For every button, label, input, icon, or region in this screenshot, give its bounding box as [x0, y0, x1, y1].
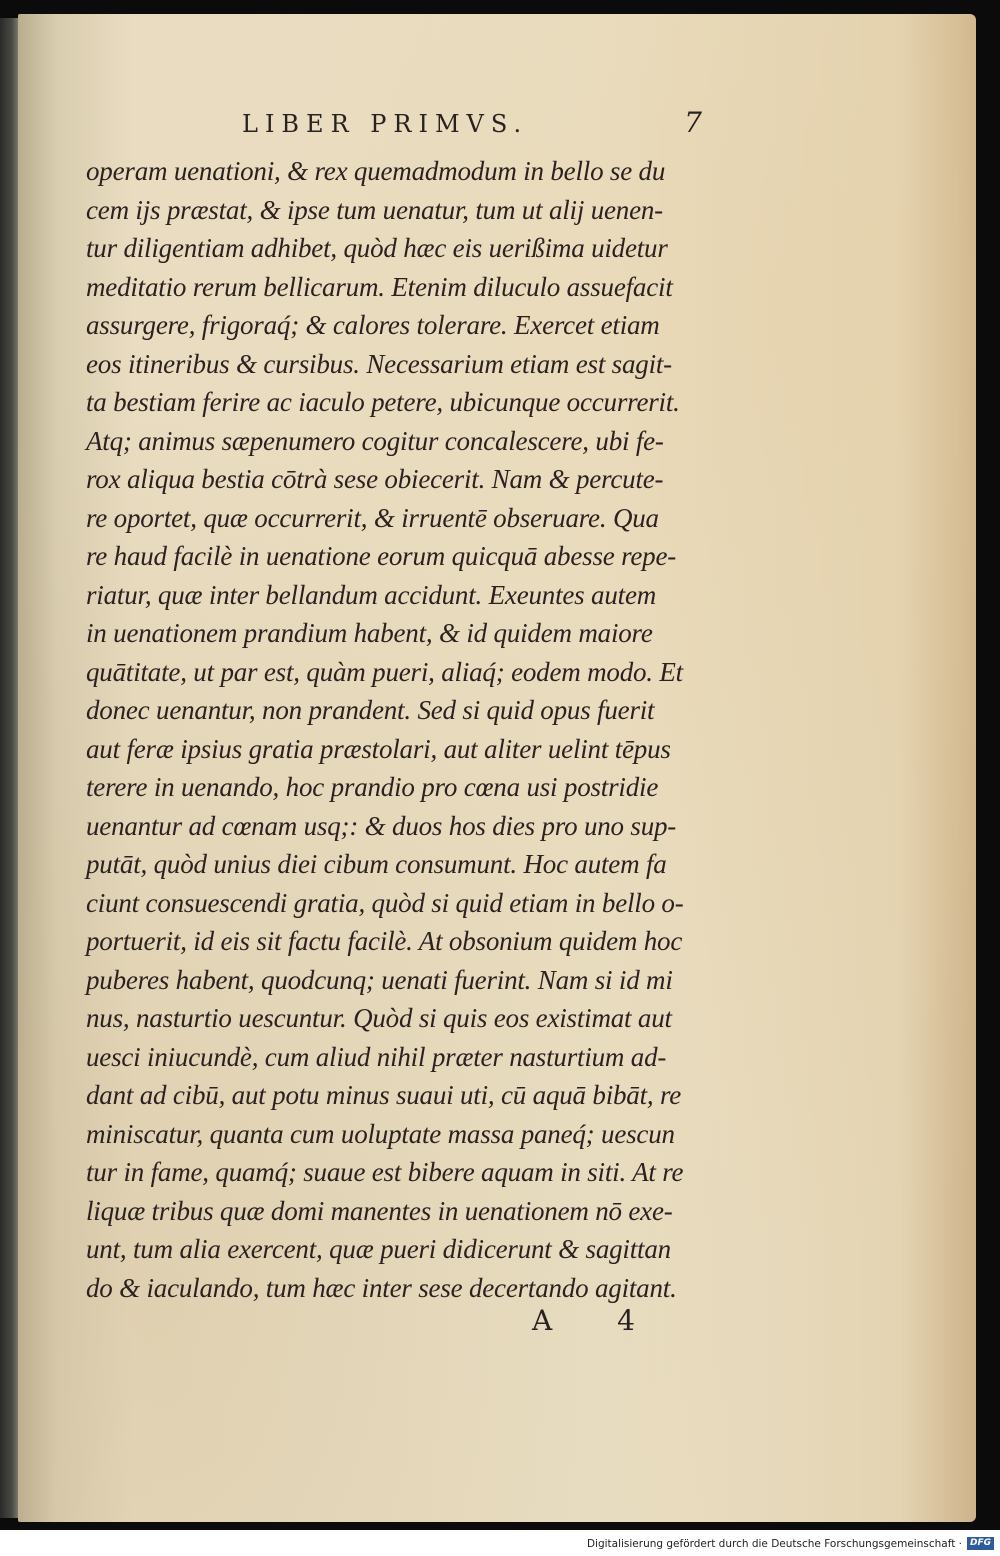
text-line: re haud facilè in uenatione eorum quicquā abesse repe- [86, 541, 677, 571]
text-line: ta bestiam ferire ac iaculo petere, ubicunque occurrerit. [86, 387, 680, 417]
text-line: cem ijs præstat, & ipse tum uenatur, tum ut alij uenen- [86, 194, 663, 225]
funding-credit: Digitalisierung gefördert durch die Deutsche Forschungsgemeinschaft · [586, 1538, 962, 1550]
signature-mark: A 4 [532, 1304, 663, 1337]
text-line: re oportet, quæ occurrerit, & irruentē obseruare. Qua [86, 502, 659, 533]
page-header [242, 102, 702, 142]
text-line: Atq; animus sæpenumero cogitur concalescere, ubi fe- [86, 425, 664, 456]
text-line: quātitate, ut par est, quàm pueri, aliaq́; eodem modo. Et [86, 656, 683, 687]
body-text [86, 152, 726, 1307]
text-line: in uenationem prandium habent, & id quidem maiore [86, 618, 653, 648]
text-line: tur diligentiam adhibet, quòd hæc eis uerißima uidetur [86, 233, 668, 263]
dfg-logo: DFG [967, 1537, 994, 1550]
text-line: puberes habent, quodcunq; uenati fuerint. Nam si id mi [86, 964, 673, 995]
text-line: ciunt consuescendi gratia, quòd si quid etiam in bello o- [86, 887, 684, 918]
text-line: do & iaculando, tum hæc inter sese decertando agitant. [86, 1272, 677, 1303]
text-line: putāt, quòd unius diei cibum consumunt. Hoc autem fa [86, 849, 667, 879]
text-line: terere in uenando, hoc prandio pro cœna usi postridie [86, 772, 659, 802]
text-line: uesci iniucundè, cum aliud nihil præter nasturtium ad- [86, 1041, 667, 1072]
text-line: uenantur ad cœnam usq;: & duos hos dies pro uno sup- [86, 810, 677, 841]
footer-bar [0, 1530, 1000, 1556]
text-line: miniscatur, quanta cum uoluptate massa paneq́; uescun [86, 1118, 675, 1149]
text-line: riatur, quæ inter bellandum accidunt. Exeuntes autem [86, 579, 657, 610]
text-line: meditatio rerum bellicarum. Etenim diluculo assuefacit [86, 271, 673, 302]
book-page [18, 14, 976, 1522]
text-line: donec uenantur, non prandent. Sed si quid opus fuerit [86, 695, 655, 725]
page-number: 7 [684, 106, 702, 139]
text-line: liquæ tribus quæ domi manentes in uenationem nō exe- [86, 1195, 673, 1226]
text-line: dant ad cibū, aut potu minus suaui uti, cū aquā bibāt, re [86, 1080, 682, 1110]
text-line: eos itineribus & cursibus. Necessarium etiam est sagit- [86, 348, 672, 379]
running-title: LIBER PRIMVS. [242, 110, 529, 138]
text-line: rox aliqua bestia cōtrà sese obiecerit. Nam & percute- [86, 464, 664, 494]
text-line: unt, tum alia exercent, quæ pueri didicerunt & sagittan [86, 1234, 671, 1264]
text-line: operam uenationi, & rex quemadmodum in bello se du [86, 156, 666, 186]
text-line: nus, nasturtio uescuntur. Quòd si quis eos existimat aut [86, 1003, 672, 1033]
text-line: aut feræ ipsius gratia præstolari, aut aliter uelint tēpus [86, 733, 671, 764]
text-line: portuerit, id eis sit factu facilè. At obsonium quidem hoc [86, 926, 683, 956]
page-gutter-shadow [0, 18, 20, 1518]
text-line: tur in fame, quamq́; suaue est bibere aquam in siti. At re [86, 1157, 684, 1187]
text-line: assurgere, frigoraq́; & calores tolerare. Exercet etiam [86, 310, 660, 340]
